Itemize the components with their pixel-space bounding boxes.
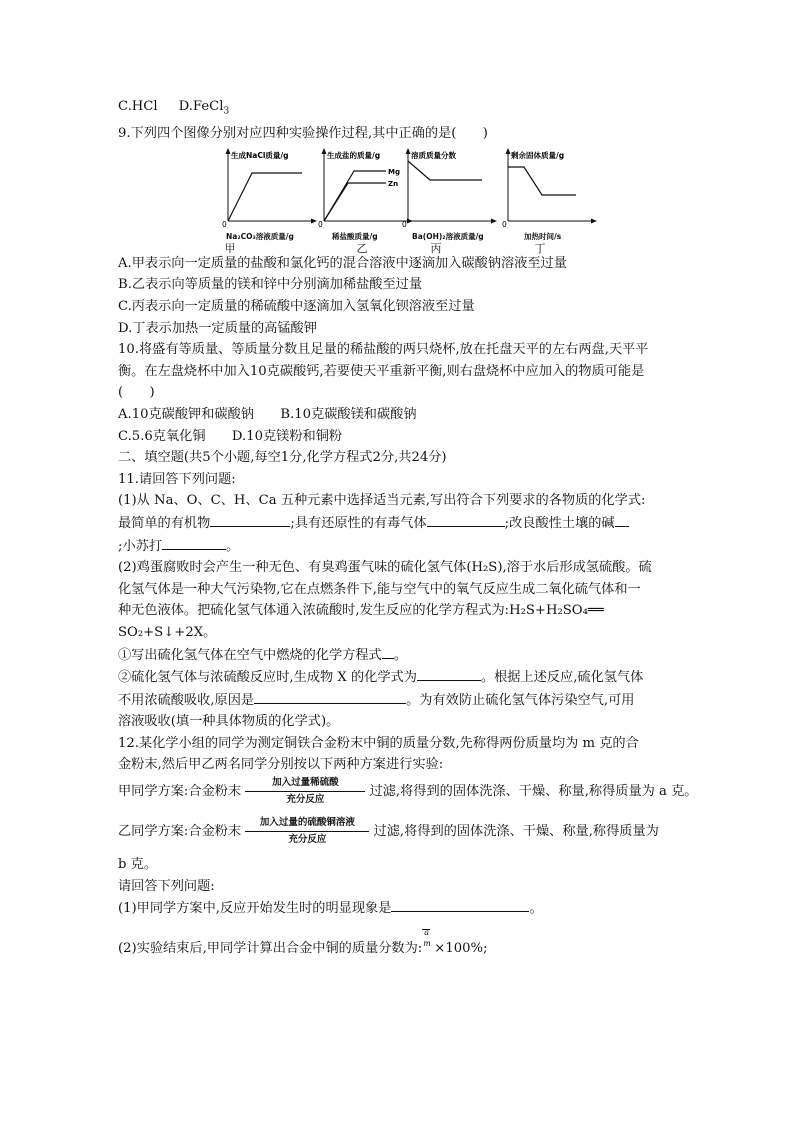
q11-part2-line2: 化氢气体是一种大气污染物,它在点燃条件下,能与空气中的氧气反应生成二氧化硫气体和一 xyxy=(118,581,641,597)
q11-part2-line4: SO₂+S↓+2X。 xyxy=(118,624,217,640)
q8-options xyxy=(118,96,684,123)
q12-q2-fraction xyxy=(422,927,434,956)
q12-q2 xyxy=(118,927,684,960)
q12-plan-a-arrow-top: 加入过量稀硫酸 xyxy=(272,776,339,788)
q11-part1-line3 xyxy=(118,535,684,558)
q11-sub2-b: 。根据上述反应,硫化氢气体 xyxy=(480,670,644,686)
q11-blank-toxic-gas[interactable] xyxy=(427,512,505,527)
q9-option-c: C.丙表示向一定质量的稀硫酸中逐滴加入氢氧化钡溶液至过量 xyxy=(118,299,475,315)
q11-sub2-line3: 溶液吸收(填一种具体物质的化学式)。 xyxy=(118,714,340,730)
q12-blank-phenomenon[interactable] xyxy=(391,897,529,912)
q11-sub2-line1 xyxy=(118,666,684,689)
q11-blank-baking-soda[interactable] xyxy=(162,535,226,550)
q12-plan-b-arrow-top: 加入过量的硫酸铜溶液 xyxy=(259,816,355,828)
q11-sub2-c: 不用浓硫酸吸收,原因是 xyxy=(118,692,255,708)
q11-blank-reason[interactable] xyxy=(254,689,406,704)
graph-yi-ylabel: 生成盐的质量/g xyxy=(327,150,381,160)
q11-blank-x-formula[interactable] xyxy=(417,666,481,681)
graph-ding xyxy=(502,147,598,255)
q12-plan-a-arrow-bottom: 充分反应 xyxy=(286,793,325,805)
q9-graphs xyxy=(118,147,684,255)
graph-jia-ylabel: 生成NaCl质量/g xyxy=(231,150,289,160)
graph-ding-origin: 0 xyxy=(502,219,507,227)
q12-stem-line2: 金粉末,然后甲乙两名同学分别按以下两种方案进行实验: xyxy=(118,757,444,773)
q11-p1-b: ;具有还原性的有毒气体 xyxy=(290,515,427,531)
q12-plan-a-arrow-line xyxy=(245,791,365,792)
q11-p1-c: ;改良酸性土壤的碱 xyxy=(504,515,615,531)
q11-sub1-text: ①写出硫化氢气体在空气中燃烧的化学方程式 xyxy=(118,647,382,663)
q12-plan-a-arrow xyxy=(245,777,365,807)
q12-q2-denominator: m xyxy=(423,938,431,948)
graph-bing-xlabel: Ba(OH)₂溶液质量/g xyxy=(412,231,484,241)
q11-blank-base[interactable] xyxy=(615,512,629,527)
graph-jia xyxy=(222,147,318,255)
q11-part1-line1: (1)从 Na、O、C、H、Ca 五种元素中选择适当元素,写出符合下列要求的各物质的化学式: xyxy=(118,493,646,509)
q11-p1-end: 。 xyxy=(226,538,240,554)
q11-blank-organic[interactable] xyxy=(210,512,290,527)
q12-plan-b-tail: 过滤,将得到的固体洗涤、干燥、称量,称得质量为 xyxy=(373,824,659,840)
q12-plan-a-tail: 过滤,将得到的固体洗涤、干燥、称量,称得质量为 a 克。 xyxy=(369,784,698,800)
exam-page xyxy=(118,96,698,959)
q12-plan-b-arrow xyxy=(245,817,369,847)
q8-option-d: D.FeCl xyxy=(178,99,224,114)
q10-options-ab: A.10克碳酸钾和碳酸钠 B.10克碳酸镁和碳酸钠 xyxy=(118,406,417,422)
q12-q1-text: (1)甲同学方案中,反应开始发生时的明显现象是 xyxy=(118,901,392,917)
graph-ding-caption: 丁 xyxy=(534,241,546,255)
q12-q2-numerator: a xyxy=(424,927,430,937)
graph-yi-caption: 乙 xyxy=(356,241,368,255)
q11-part1-line2 xyxy=(118,512,684,535)
q12-q1 xyxy=(118,897,684,920)
q12-ask: 请回答下列问题: xyxy=(118,878,215,894)
graph-jia-caption: 甲 xyxy=(224,241,236,255)
graph-jia-origin: 0 xyxy=(222,219,227,227)
q10-stem-line2: 衡。在左盘烧杯中加入10克碳酸钙,若要使天平重新平衡,则右盘烧杯中应加入的物质可能是 xyxy=(118,363,645,379)
q11-sub2-a: ②硫化氢气体与浓硫酸反应时,生成物 X 的化学式为 xyxy=(118,670,417,686)
graph-bing-ylabel: 溶质质量分数 xyxy=(411,150,456,160)
graph-bing-origin: 0 xyxy=(402,219,407,227)
graph-bing xyxy=(402,147,498,255)
graph-yi-origin: 0 xyxy=(318,219,323,227)
q10-answer-paren: ( ) xyxy=(118,385,155,401)
q9-option-d: D.丁表示加热一定质量的高锰酸钾 xyxy=(118,320,317,336)
q12-q2-text: (2)实验结束后,甲同学计算出合金中铜的质量分数为: xyxy=(118,940,423,956)
q12-q1-end: 。 xyxy=(529,901,543,917)
q11-p1-d: ;小苏打 xyxy=(118,538,163,554)
graph-ding-ylabel: 剩余固体质量/g xyxy=(511,150,565,160)
q12-q2-end: ×100%; xyxy=(434,940,488,956)
q12-q2-fraction-bar xyxy=(422,929,430,930)
q11-blank-combustion-eq[interactable] xyxy=(382,644,394,659)
q9-stem: 9.下列四个图像分别对应四种实验操作过程,其中正确的是( ) xyxy=(118,126,488,142)
q10-options-cd: C.5.6克氧化铜 D.10克镁粉和铜粉 xyxy=(118,428,343,444)
q8-option-c: C.HCl xyxy=(118,99,158,114)
q12-plan-b xyxy=(118,816,684,848)
q12-plan-a-label: 甲同学方案:合金粉末 xyxy=(118,784,242,800)
section-fill-in-title: 二、填空题(共5个小题,每空1分,化学方程式2分,共24分) xyxy=(118,450,447,466)
q11-sub2-line2 xyxy=(118,689,684,712)
q8-option-d-subscript: 3 xyxy=(223,106,230,117)
graph-ding-xlabel: 加热时间/s xyxy=(524,231,562,241)
graph-yi xyxy=(318,147,414,255)
q12-plan-b-arrow-bottom: 充分反应 xyxy=(288,833,327,845)
q11-sub2-d: 。为有效防止硫化氢气体污染空气,可用 xyxy=(406,692,635,708)
q12-plan-b-label: 乙同学方案:合金粉末 xyxy=(118,824,242,840)
graph-yi-series-zn: Zn xyxy=(388,179,399,188)
q11-sub1-end: 。 xyxy=(393,647,407,663)
graph-yi-xlabel: 稀盐酸质量/g xyxy=(332,231,378,241)
q9-option-b: B.乙表示向等质量的镁和锌中分别滴加稀盐酸至过量 xyxy=(118,277,423,293)
q11-p1-a: 最简单的有机物 xyxy=(118,515,211,531)
q11-stem: 11.请回答下列问题: xyxy=(118,471,236,487)
graph-bing-caption: 丙 xyxy=(430,241,442,255)
q10-stem-line1: 10.将盛有等质量、等质量分数且足量的稀盐酸的两只烧杯,放在托盘天平的左右两盘,天平平 xyxy=(118,342,649,358)
q9-option-a: A.甲表示向一定质量的盐酸和氯化钙的混合溶液中逐滴加入碳酸钠溶液至过量 xyxy=(118,255,567,271)
q12-plan-b-arrow-line xyxy=(245,831,369,832)
graph-jia-xlabel: Na₂CO₃溶液质量/g xyxy=(226,231,294,241)
q12-plan-a xyxy=(118,776,698,808)
q11-sub1 xyxy=(118,644,684,667)
q11-part2-line3: 种无色液体。把硫化氢气体通入浓硫酸时,发生反应的化学方程式为:H₂S+H₂SO₄══ xyxy=(118,603,604,619)
q12-stem-line1: 12.某化学小组的同学为测定铜铁合金粉末中铜的质量分数,先称得两份质量均为 m 克的合 xyxy=(118,735,639,751)
q12-plan-b-tail2: b 克。 xyxy=(118,857,158,873)
q11-part2-line1: (2)鸡蛋腐败时会产生一种无色、有臭鸡蛋气味的硫化氢气体(H₂S),溶于水后形成氢硫酸。硫 xyxy=(118,560,652,576)
graph-yi-series-mg: Mg xyxy=(388,167,400,176)
